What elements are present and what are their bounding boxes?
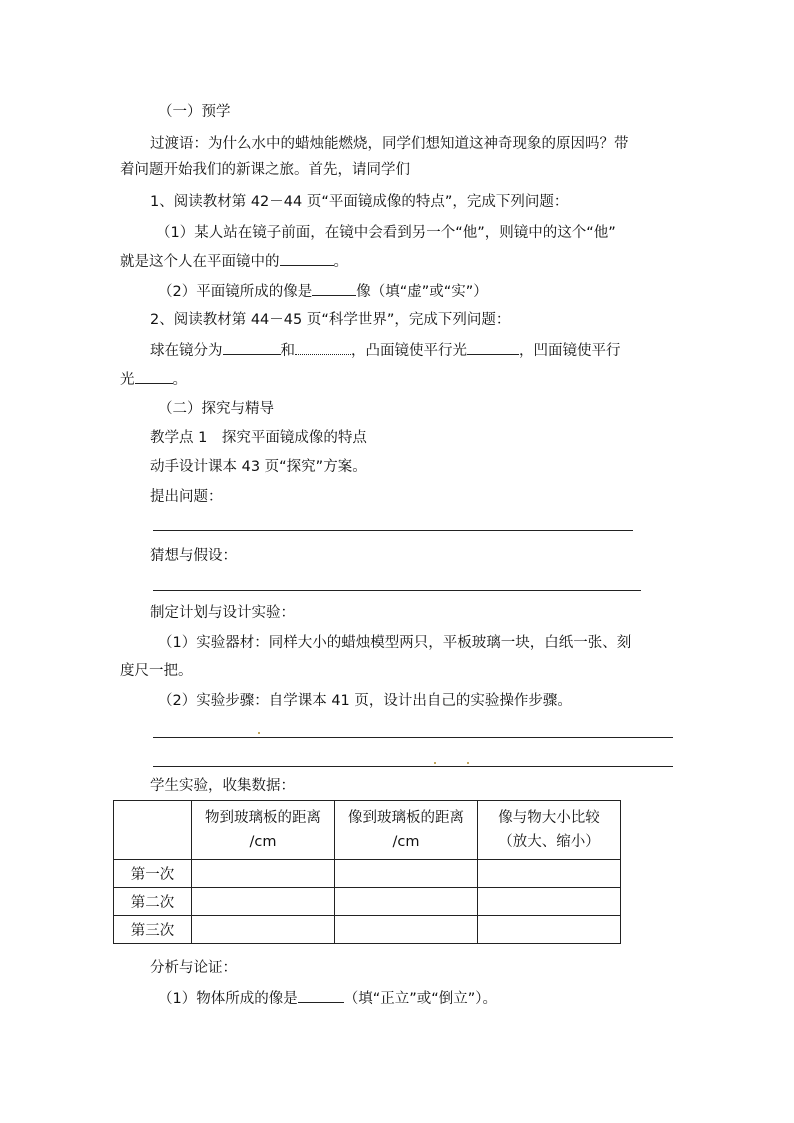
task2-text-a: 球在镜分为 <box>150 343 223 359</box>
answer-line-steps-1[interactable] <box>153 737 673 738</box>
table-header-row <box>114 801 621 860</box>
header-object-distance <box>192 801 335 860</box>
header-size-compare-title: 像与物大小比较 <box>498 810 600 826</box>
design-instruction: 动手设计课本 43 页“探究”方案。 <box>150 459 367 475</box>
row-label: 第三次 <box>114 916 192 944</box>
answer-blank-image-type[interactable] <box>280 251 334 266</box>
teaching-point-1: 教学点 1 探究平面镜成像的特点 <box>150 430 367 446</box>
task1-question2 <box>158 281 488 302</box>
answer-line-steps-2[interactable] <box>153 766 673 767</box>
input-cell-size-compare[interactable] <box>478 916 621 944</box>
answer-blank-upright-inverted[interactable] <box>298 988 344 1003</box>
conclusion-suffix: （填“正立”或“倒立”）。 <box>343 991 498 1007</box>
task2-title: 2、阅读教材第 44－45 页“科学世界”，完成下列问题： <box>150 312 511 328</box>
task2-text-e: 光 <box>120 372 135 388</box>
header-object-distance-unit: /cm <box>249 834 277 850</box>
task1-question2-suffix: 像（填“虚”或“实”） <box>356 284 488 300</box>
collect-data-label: 学生实验，收集数据： <box>150 778 295 794</box>
equipment-line-1: （1）实验器材：同样大小的蜡烛模型两只，平板玻璃一块，白纸一张、刻 <box>158 635 632 651</box>
speck <box>258 732 260 734</box>
input-cell-image-distance[interactable] <box>335 860 478 888</box>
task1-title: 1、阅读教材第 42－44 页“平面镜成像的特点”，完成下列问题： <box>150 194 569 210</box>
table-row <box>114 888 621 916</box>
period: 。 <box>333 254 348 270</box>
intro-line-1: 过渡语：为什么水中的蜡烛能燃烧，同学们想知道这神奇现象的原因吗？带 <box>150 136 629 152</box>
conclusion-text: （1）物体所成的像是 <box>158 991 298 1007</box>
equipment-line-2: 度尺一把。 <box>120 663 193 679</box>
section-heading-prestudy: （一）预学 <box>158 104 231 120</box>
input-cell-object-distance[interactable] <box>192 860 335 888</box>
header-image-distance <box>335 801 478 860</box>
task1-question1-line1: （1）某人站在镜子前面，在镜中会看到另一个“他”，则镜中的这个“他” <box>156 225 616 241</box>
input-cell-image-distance[interactable] <box>335 916 478 944</box>
answer-blank-mirror-type-2[interactable] <box>295 340 351 355</box>
task2-line1 <box>150 340 621 361</box>
conclusion-question-1 <box>158 988 497 1009</box>
answer-line-question[interactable] <box>153 530 633 531</box>
analysis-label: 分析与论证： <box>150 960 237 976</box>
table-row <box>114 916 621 944</box>
input-cell-object-distance[interactable] <box>192 888 335 916</box>
speck <box>467 762 469 764</box>
input-cell-image-distance[interactable] <box>335 888 478 916</box>
header-object-distance-title: 物到玻璃板的距离 <box>205 810 321 826</box>
speck <box>434 762 436 764</box>
row-label: 第二次 <box>114 888 192 916</box>
period: 。 <box>172 372 187 388</box>
answer-blank-concave-effect[interactable] <box>135 369 173 384</box>
task2-text-b: 和 <box>280 343 295 359</box>
experiment-data-table <box>113 800 621 944</box>
plan-label: 制定计划与设计实验： <box>150 605 295 621</box>
answer-blank-mirror-type-1[interactable] <box>223 340 281 355</box>
header-size-compare-options: （放大、缩小） <box>498 834 600 850</box>
section-heading-explore: （二）探究与精导 <box>158 401 274 417</box>
input-cell-object-distance[interactable] <box>192 916 335 944</box>
ask-question-label: 提出问题： <box>150 489 223 505</box>
intro-line-2: 着问题开始我们的新课之旅。首先，请同学们 <box>120 162 410 178</box>
task1-question1-text: 就是这个人在平面镜中的 <box>120 254 280 270</box>
task2-text-d: ，凹面镜使平行 <box>519 343 621 359</box>
task2-text-c: ，凸面镜使平行光 <box>351 343 467 359</box>
table-row <box>114 860 621 888</box>
input-cell-size-compare[interactable] <box>478 860 621 888</box>
header-image-distance-unit: /cm <box>392 834 420 850</box>
steps-instruction: （2）实验步骤：自学课本 41 页，设计出自己的实验操作步骤。 <box>158 693 572 709</box>
task2-line2 <box>120 369 187 390</box>
answer-blank-convex-effect[interactable] <box>467 340 519 355</box>
header-size-compare <box>478 801 621 860</box>
answer-blank-virtual-real[interactable] <box>312 281 356 296</box>
task1-question1-line2 <box>120 251 348 272</box>
header-image-distance-title: 像到玻璃板的距离 <box>348 810 464 826</box>
header-empty-cell <box>114 801 192 860</box>
hypothesis-label: 猜想与假设： <box>150 548 237 564</box>
answer-line-hypothesis[interactable] <box>153 590 641 591</box>
task1-question2-text: （2）平面镜所成的像是 <box>158 284 313 300</box>
row-label: 第一次 <box>114 860 192 888</box>
input-cell-size-compare[interactable] <box>478 888 621 916</box>
